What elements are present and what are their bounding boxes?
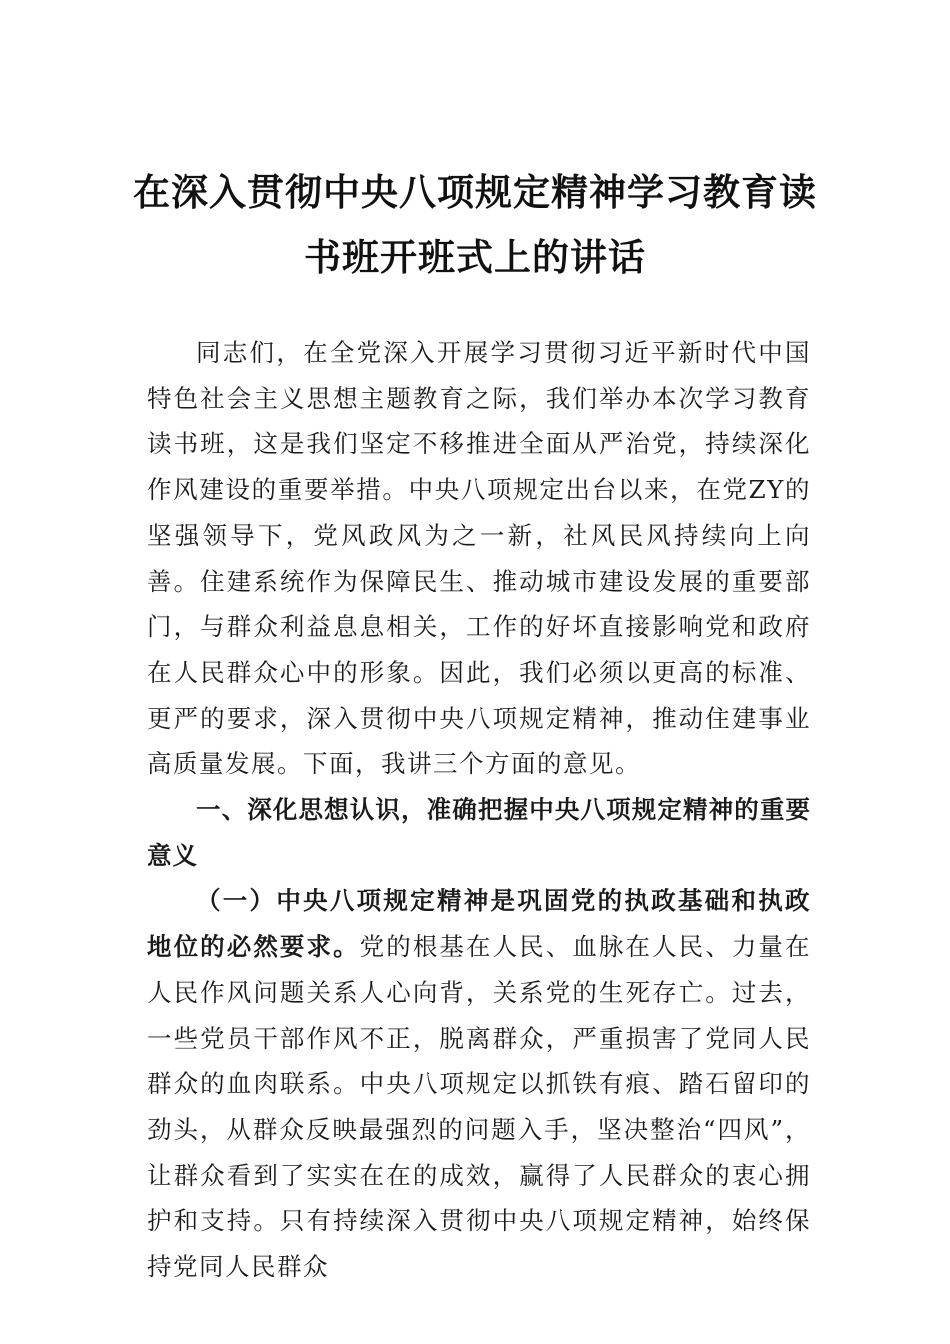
subsection-1-paragraph [147, 878, 811, 1289]
document-title-line-1: 在深入贯彻中央八项规定精神学习教育读 [133, 170, 817, 214]
subsection-1-body: 党的根基在人民、血脉在人民、力量在人民作风问题关系人心向背，关系党的生死存亡。过去，一些党员干部作风不正，脱离群众，严重损害了党同人民群众的血肉联系。中央八项规定以抓铁有痕、踏石留印的劲头，从群众反映最强烈的问题入手，坚决整治“四风”，让群众看到了实实在在的成效，赢得了人民群众的衷心拥护和支持。只有持续深入贯彻中央八项规定精神，始终保持党同人民群众 [147, 932, 812, 1282]
intro-paragraph: 同志们，在全党深入开展学习贯彻习近平新时代中国特色社会主义思想主题教育之际，我们举办本次学习教育读书班，这是我们坚定不移推进全面从严治党，持续深化作风建设的重要举措。中央八项规定出台以来，在党ZY的坚强领导下，党风政风为之一新，社风民风持续向上向善。住建系统作为保障民生、推动城市建设发展的重要部门，与群众利益息息相关，工作的好坏直接影响党和政府在人民群众心中的形象。因此，我们必须以更高的标准、更严的要求，深入贯彻中央八项规定精神，推动住建事业高质量发展。下面，我讲三个方面的意见。 [147, 338, 811, 779]
document-body [147, 330, 811, 1290]
section-1-heading: 一、深化思想认识，准确把握中央八项规定精神的重要意义 [147, 795, 811, 870]
subsection-1-lead: （一）中央八项规定精神是巩固党的执政基础和执政地位的必然要求。 [147, 886, 811, 962]
document-title-line-2: 书班开班式上的讲话 [304, 235, 646, 279]
